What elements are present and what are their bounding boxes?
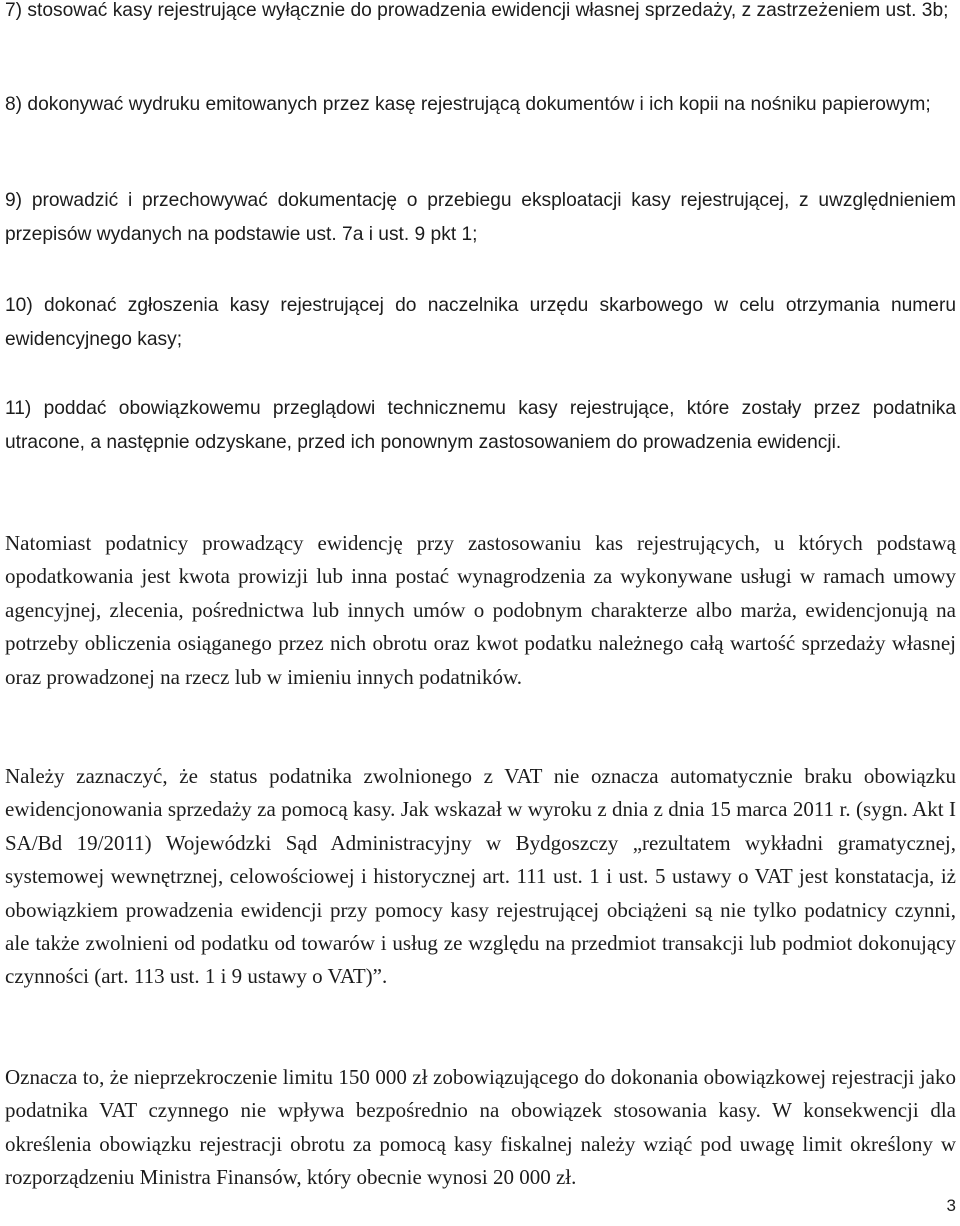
list-item-7: 7) stosować kasy rejestrujące wyłącznie do prowadzenia ewidencji własnej sprzedaży, z zastrzeżeniem ust. 3b; <box>5 0 949 21</box>
page-number: 3 <box>946 1196 956 1215</box>
list-item-10: 10) dokonać zgłoszenia kasy rejestrującej do naczelnika urzędu skarbowego w celu otrzymania numeru ewidencyjnego kasy; <box>5 295 956 350</box>
paragraph-nalezy: Należy zaznaczyć, że status podatnika zwolnionego z VAT nie oznacza automatycznie braku obowiązku ewidencjonowania sprzedaży za pomocą kasy. Jak wskazał w wyroku z dnia z dnia 15 marca 2011 r. (sygn. Akt I SA/Bd 19/2011) Wojewódzki Sąd Administracyjny w Bydgoszczy „rezultatem wykładni gramatycznej, systemowej wewnętrznej, celowościowej i historycznej art. 111 ust. 1 i ust. 5 ustawy o VAT jest konstatacja, iż obowiązkiem prowadzenia ewidencji przy pomocy kasy rejestrującej obciążeni są nie tylko podatnicy czynni, ale także zwolnieni od podatku od towarów i usług ze względu na przedmiot transakcji lub podmiot dokonujący czynności (art. 113 ust. 1 i 9 ustawy o VAT)”. <box>5 764 956 989</box>
paragraph-natomiast: Natomiast podatnicy prowadzący ewidencję przy zastosowaniu kas rejestrujących, u których podstawą opodatkowania jest kwota prowizji lub inna postać wynagrodzenia za wykonywane usługi w ramach umowy agencyjnej, zlecenia, pośrednictwa lub innych umów o podobnym charakterze albo marża, ewidencjonują na potrzeby obliczenia osiąganego przez nich obrotu oraz kwot podatku należnego całą wartość sprzedaży własnej oraz prowadzonej na rzecz lub w imieniu innych podatników. <box>5 531 956 689</box>
list-item-9: 9) prowadzić i przechowywać dokumentację o przebiegu eksploatacji kasy rejestrującej, z uwzględnieniem przepisów wydanych na podstawie ust. 7a i ust. 9 pkt 1; <box>5 190 956 245</box>
paragraph-oznacza: Oznacza to, że nieprzekroczenie limitu 150 000 zł zobowiązującego do dokonania obowiązkowej rejestracji jako podatnika VAT czynnego nie wpływa bezpośrednio na obowiązek stosowania kasy. W konsekwencji dla określenia obowiązku rejestracji obrotu za pomocą kasy fiskalnej należy wziąć pod uwagę limit określony w rozporządzeniu Ministra Finansów, który obecnie wynosi 20 000 zł. <box>5 1065 956 1190</box>
list-item-11: 11) poddać obowiązkowemu przeglądowi technicznemu kasy rejestrujące, które zostały przez podatnika utracone, a następnie odzyskane, przed ich ponownym zastosowaniem do prowadzenia ewidencji. <box>5 398 956 453</box>
list-item-8: 8) dokonywać wydruku emitowanych przez kasę rejestrującą dokumentów i ich kopii na nośniku papierowym; <box>5 94 931 115</box>
